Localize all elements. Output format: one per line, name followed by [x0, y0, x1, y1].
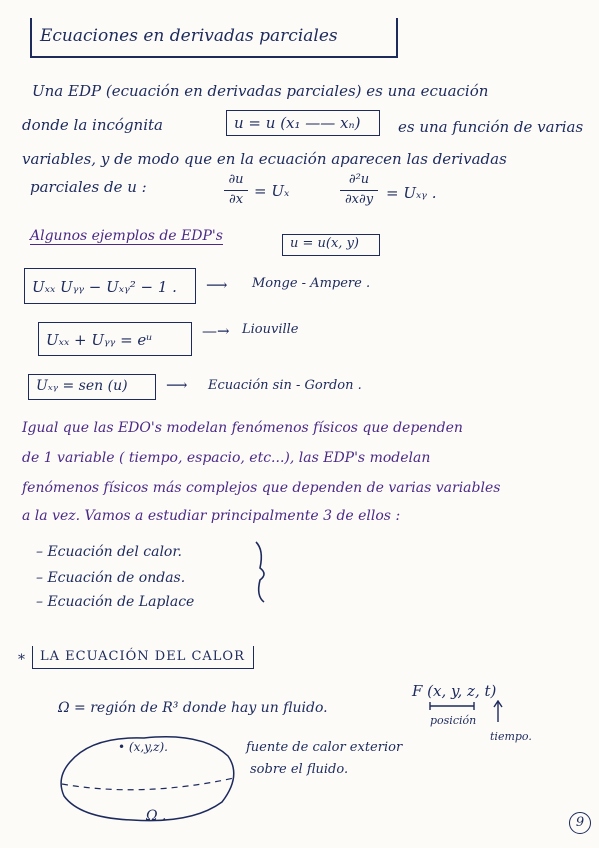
omega-line: Ω = región de R³ donde hay un fluido. — [58, 700, 328, 716]
page-title: Ecuaciones en derivadas parciales — [40, 26, 338, 46]
frac2-rhs: = Uₓᵧ . — [386, 184, 437, 202]
section-bullet: * — [18, 652, 25, 668]
unknown-expression: u = u (x₁ —— xₙ) — [234, 114, 361, 132]
frac2-numerator: ∂²u — [348, 172, 370, 187]
study-item-2-text: Ecuación de ondas. — [47, 570, 186, 586]
example-1-equation: Uₓₓ Uᵧᵧ − Uₓᵧ² − 1 . — [32, 278, 177, 296]
frac1-bar — [224, 190, 248, 191]
example-3-arrow: ⟶ — [166, 376, 188, 394]
F-expression: F (x, y, z, t) — [412, 682, 497, 700]
intro-line-3: variables, y de modo que en la ecuación aparecen las derivadas — [22, 150, 507, 168]
source-line-2: sobre el fluido. — [250, 762, 349, 777]
intro-line-4: parciales de u : — [30, 178, 147, 196]
list-brace — [250, 540, 280, 604]
label-tiempo: tiempo. — [490, 730, 532, 743]
study-item-2: – Ecuación de ondas. — [36, 570, 186, 586]
study-item-1-text: Ecuación del calor. — [47, 544, 182, 560]
point-label: • (x,y,z). — [118, 740, 168, 754]
example-1-arrow: ⟶ — [206, 276, 228, 294]
examples-heading-expression: u = u(x, y) — [290, 236, 359, 251]
study-item-3-text: Ecuación de Laplace — [47, 594, 195, 610]
paragraph2-line-1: Igual que las EDO's modelan fenómenos físicos que dependen — [22, 420, 463, 436]
example-1-name: Monge - Ampere . — [252, 276, 371, 291]
paragraph2-line-3: fenómenos físicos más complejos que dependen de varias variables — [22, 480, 501, 496]
page-number: 9 — [569, 812, 591, 834]
paragraph2-line-4: a la vez. Vamos a estudiar principalmente 3 de ellos : — [22, 508, 401, 524]
paragraph2-line-2: de 1 variable ( tiempo, espacio, etc...), las EDP's modelan — [22, 450, 431, 466]
example-2-arrow: —→ — [202, 322, 230, 340]
source-line-1: fuente de calor exterior — [246, 740, 403, 755]
frac2-denominator: ∂x∂y — [344, 192, 374, 207]
study-item-1: – Ecuación del calor. — [36, 544, 182, 560]
frac1-denominator: ∂x — [228, 192, 244, 207]
section-title: LA ECUACIÓN DEL CALOR — [40, 649, 245, 664]
region-label: Ω . — [146, 808, 167, 824]
label-posicion: posición — [430, 714, 477, 727]
frac2-bar — [340, 190, 378, 191]
example-2-equation: Uₓₓ + Uᵧᵧ = eᵘ — [46, 331, 153, 349]
study-item-3: – Ecuación de Laplace — [36, 594, 195, 610]
example-3-equation: Uₓᵧ = sen (u) — [36, 378, 128, 394]
frac1-rhs: = Uₓ — [254, 182, 290, 200]
examples-heading: Algunos ejemplos de EDP's — [30, 228, 223, 244]
intro-line-2b: es una función de varias — [398, 118, 584, 136]
intro-line-2a: donde la incógnita — [22, 116, 163, 134]
example-3-name: Ecuación sin - Gordon . — [208, 378, 362, 393]
frac1-numerator: ∂u — [228, 172, 244, 187]
example-2-name: Liouville — [242, 322, 299, 337]
intro-line-1: Una EDP (ecuación en derivadas parciales) es una ecuación — [32, 82, 489, 100]
